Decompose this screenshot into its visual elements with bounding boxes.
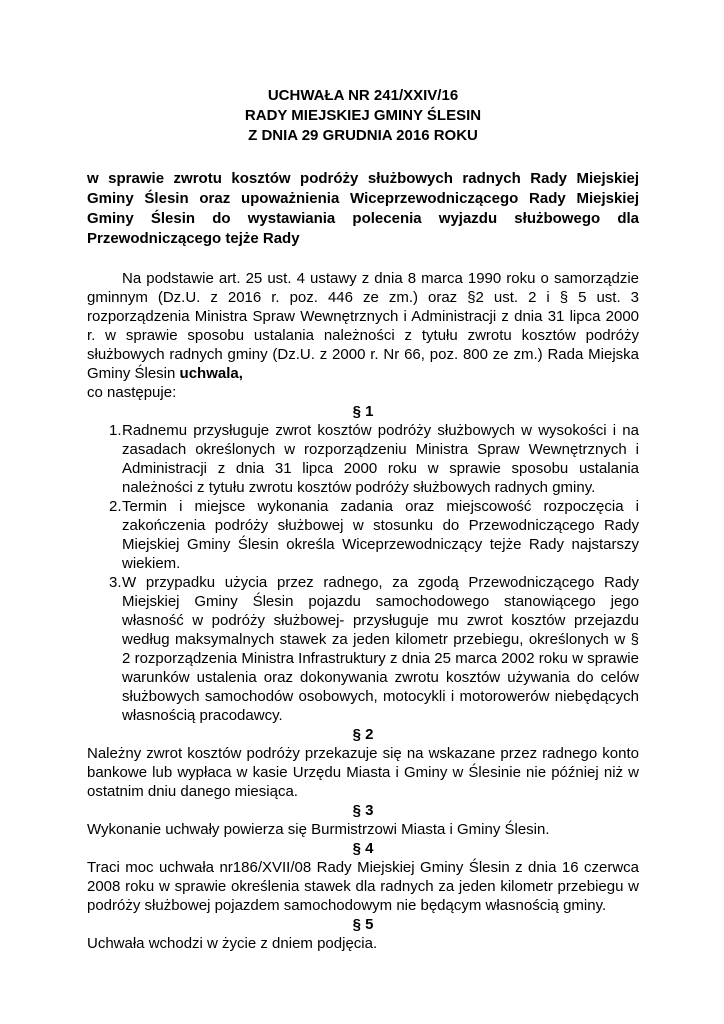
section-3-heading: § 3 (352, 802, 374, 819)
preamble-bold-word: uchwala, (179, 365, 243, 382)
point-item (87, 497, 639, 573)
title-line-council: RADY MIEJSKIEJ GMINY ŚLESIN (244, 107, 482, 124)
section-4-heading: § 4 (352, 840, 374, 857)
point-number: 1. (109, 422, 122, 439)
point-number: 3. (109, 574, 122, 591)
section-1-points (87, 421, 639, 725)
point-number: 2. (109, 498, 122, 515)
preamble-text: Na podstawie art. 25 ust. 4 ustawy z dnia 8 marca 1990 roku o samorządzie gminnym (Dz.U. z 2016 r. poz. 446 ze zm.) oraz §2 ust. 2 i § 5 ust. 3 rozporządzenia Ministra Spraw Wewnętrznych i Administracji z dnia 31 lipca 2000 r. w sprawie sposobu ustalania należności z tytułu zwrotu kosztów podróży służbowych radnych gminy (Dz.U. z 2000 r. Nr 66, poz. 800 ze zm.) Rada Miejska Gminy Ślesin (87, 270, 639, 382)
title-line-number: UCHWAŁA NR 241/XXIV/16 (267, 87, 459, 104)
point-text: Radnemu przysługuje zwrot kosztów podróży służbowych w wysokości i na zasadach określonych w rozporządzeniu Ministra Spraw Wewnętrznych i Administracji z dnia 31 lipca 2000 roku w sprawie sposobu ustalania należności z tytułu zwrotu kosztów podróży służbowych radnych gminy. (122, 422, 639, 496)
section-5-text: Uchwała wchodzi w życie z dniem podjęcia. (87, 935, 378, 952)
document-page (87, 86, 639, 953)
section-2-heading: § 2 (352, 726, 374, 743)
preamble (87, 269, 639, 402)
preamble-tail: co następuje: (87, 384, 177, 401)
section-3-text: Wykonanie uchwały powierza się Burmistrzowi Miasta i Gminy Ślesin. (87, 821, 550, 838)
resolution-title (87, 86, 639, 146)
point-item (87, 573, 639, 725)
point-text: W przypadku użycia przez radnego, za zgodą Przewodniczącego Rady Miejskiej Gminy Ślesin pojazdu samochodowego stanowiącego jego własność w podróży służbowej- przysługuje mu zwrot kosztów przejazdu według maksymalnych stawek za jeden kilometr przebiegu, określonych w § 2 rozporządzenia Ministra Infrastruktury z dnia 25 marca 2002 roku w sprawie warunków ustalenia oraz dokonywania zwrotu kosztów używania do celów służbowych samochodów osobowych, motocykli i motorowerów niebędących własnością pracodawcy. (122, 574, 639, 724)
section-2-text: Należny zwrot kosztów podróży przekazuje się na wskazane przez radnego konto bankowe lub wypłaca w kasie Urzędu Miasta i Gminy w Ślesinie nie później niż w ostatnim dniu danego miesiąca. (87, 745, 639, 800)
point-item (87, 421, 639, 497)
section-4-text: Traci moc uchwała nr186/XVII/08 Rady Miejskiej Gminy Ślesin z dnia 16 czerwca 2008 roku w sprawie określenia stawek dla radnych za jeden kilometr przebiegu w podróży służbowej pojazdem samochodowym nie będącym własnością gminy. (87, 859, 639, 914)
section-5-heading: § 5 (352, 916, 374, 933)
title-line-date: Z DNIA 29 GRUDNIA 2016 ROKU (248, 127, 478, 144)
section-1-heading: § 1 (352, 403, 374, 420)
point-text: Termin i miejsce wykonania zadania oraz miejscowość rozpoczęcia i zakończenia podróży służbowej w stosunku do Przewodniczącego Rady Miejskiej Gminy Ślesin określa Wiceprzewodniczący tejże Rady najstarszy wiekiem. (122, 498, 639, 572)
resolution-subject: w sprawie zwrotu kosztów podróży służbowych radnych Rady Miejskiej Gminy Ślesin oraz upoważnienia Wiceprzewodniczącego Rady Miejskiej Gminy Ślesin do wystawiania polecenia wyjazdu służbowego dla Przewodniczącego tejże Rady (87, 170, 639, 247)
